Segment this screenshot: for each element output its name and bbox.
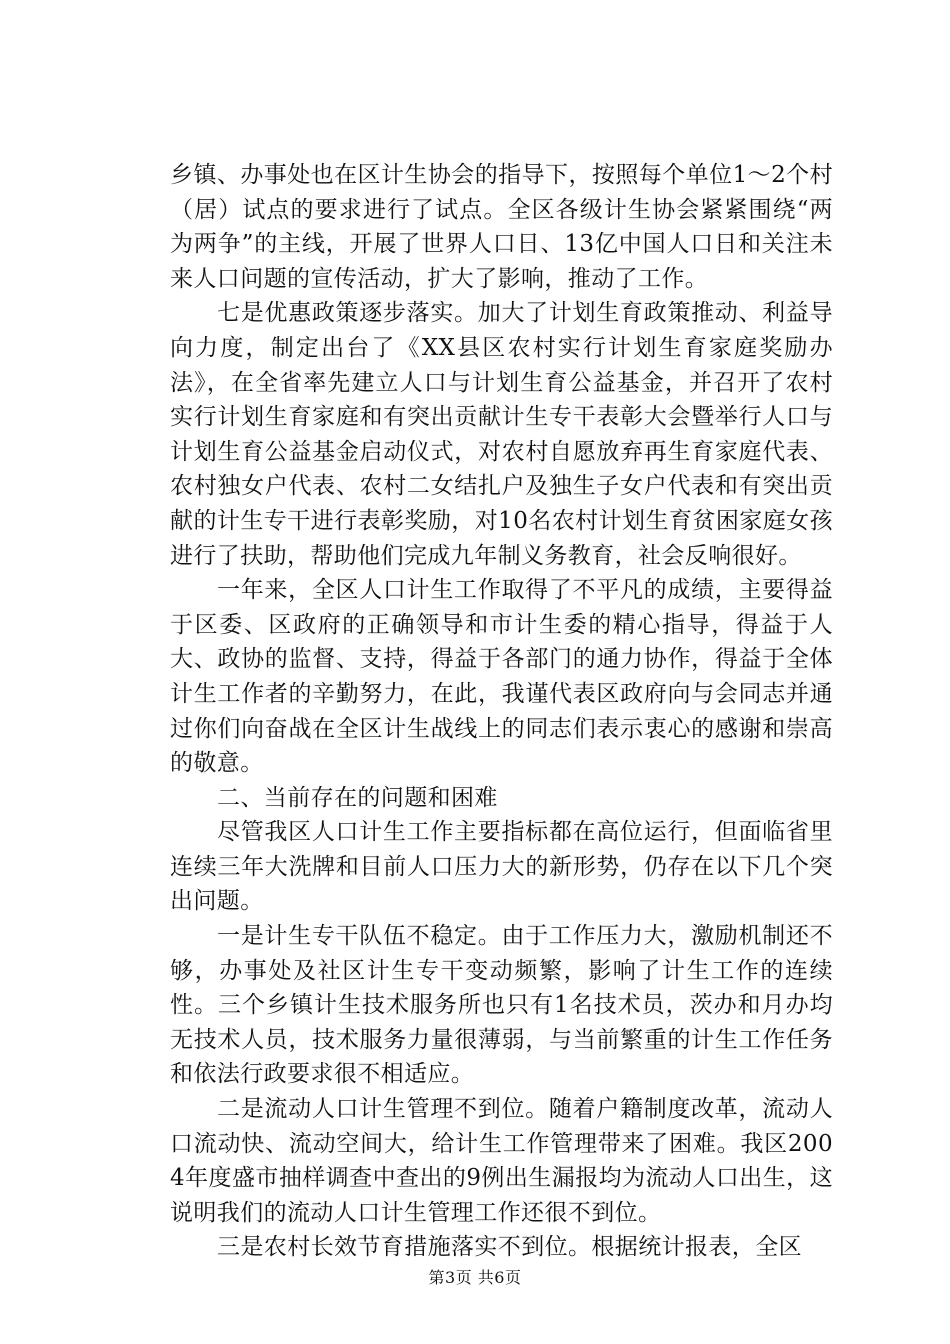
paragraph-policy: 七是优惠政策逐步落实。加大了计划生育政策推动、利益导向力度，制定出台了《XX县区农村实行计划生育家庭奖励办法》，在全省率先建立人口与计划生育公益基金，并召开了农村实行计划生育家庭和有突出贡献计生专干表彰大会暨举行人口与计划生育公益基金启动仪式，对农村自愿放弃再生育家庭代表、农村独女户代表、农村二女结扎户及独生子女户代表和有突出贡献的计生专干进行表彰奖励，对10名农村计划生育贫困家庭女孩进行了扶助，帮助他们完成九年制义务教育，社会反响很好。 <box>170 300 833 569</box>
paragraph-problems-intro: 尽管我区人口计生工作主要指标都在高位运行，但面临省里连续三年大洗牌和目前人口压力大的新形势，仍存在以下几个突出问题。 <box>170 819 833 915</box>
paragraph-problem-one: 一是计生专干队伍不稳定。由于工作压力大，激励机制还不够，办事处及社区计生专干变动频繁，影响了计生工作的连续性。三个乡镇计生技术服务所也只有1名技术员，茨办和月办均无技术人员，技术服务力量很薄弱，与当前繁重的计生工作任务和依法行政要求很不相适应。 <box>170 923 833 1088</box>
paragraph-summary: 一年来，全区人口计生工作取得了不平凡的成绩，主要得益于区委、区政府的正确领导和市计生委的精心指导，得益于人大、政协的监督、支持，得益于各部门的通力协作，得益于全体计生工作者的辛勤努力，在此，我谨代表区政府向与会同志并通过你们向奋战在全区计生战线上的同志们表示衷心的感谢和崇高的敬意。 <box>170 577 833 777</box>
section-heading: 二、当前存在的问题和困难 <box>217 784 498 811</box>
page-footer: 第3页 共6页 <box>428 1268 522 1287</box>
document-body <box>170 158 833 1265</box>
paragraph-continuation: 乡镇、办事处也在区计生协会的指导下，按照每个单位1～2个村（居）试点的要求进行了试点。全区各级计生协会紧紧围绕“两为两争”的主线，开展了世界人口日、13亿中国人口日和关注未来人口问题的宣传活动，扩大了影响，推动了工作。 <box>170 162 833 292</box>
paragraph-problem-two: 二是流动人口计生管理不到位。随着户籍制度改革，流动人口流动快、流动空间大，给计生工作管理带来了困难。我区2004年度盛市抽样调查中查出的9例出生漏报均为流动人口出生，这说明我们的流动人口计生管理工作还很不到位。 <box>170 1096 833 1226</box>
paragraph-problem-three: 三是农村长效节育措施落实不到位。根据统计报表，全区 <box>217 1234 802 1261</box>
